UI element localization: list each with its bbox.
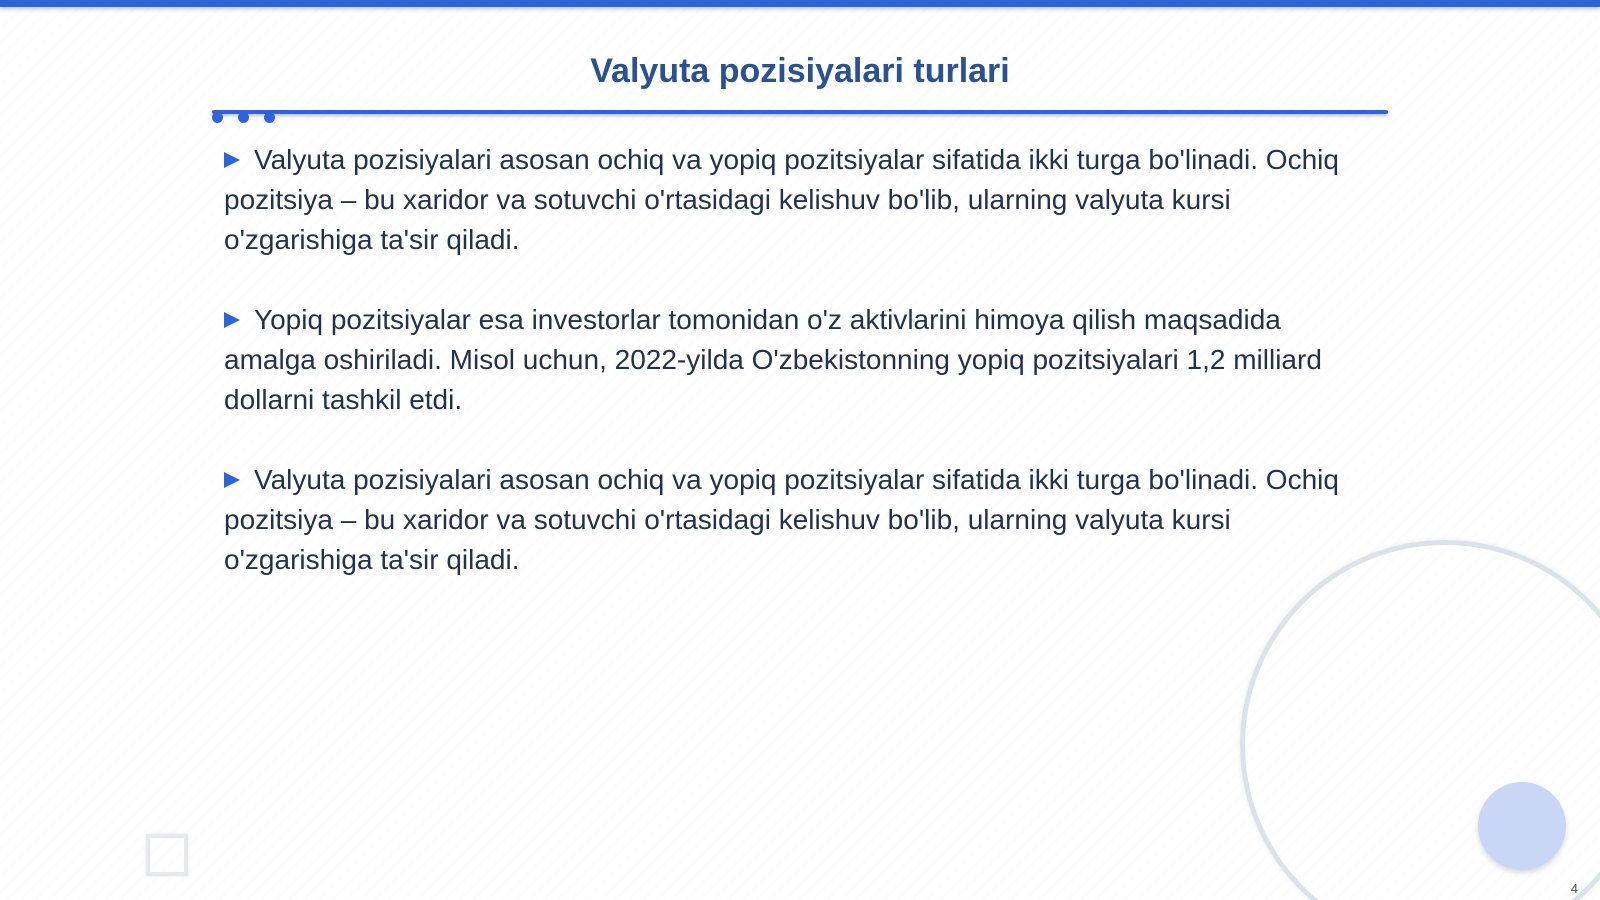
bullet-item (224, 460, 1374, 580)
bullet-item (224, 140, 1374, 260)
title-dots (212, 112, 282, 126)
bullet-list (224, 140, 1374, 620)
decorative-disc (1478, 782, 1566, 870)
slide-title: Valyuta pozisiyalari turlari (590, 52, 1010, 90)
dot-icon (264, 112, 275, 123)
title-underline (212, 110, 1388, 114)
page-number: 4 (1570, 881, 1578, 896)
triangle-bullet-icon (224, 152, 240, 168)
bullet-text: Valyuta pozisiyalari asosan ochiq va yopiq pozitsiyalar sifatida ikki turga bo'linadi. Ochiq pozitsiya – bu xaridor va sotuvchi o'rtasidagi kelishuv bo'lib, ularning valyuta kursi o'zgarishiga ta'sir qiladi. (224, 144, 1339, 255)
bullet-text: Valyuta pozisiyalari asosan ochiq va yopiq pozitsiyalar sifatida ikki turga bo'linadi. Ochiq pozitsiya – bu xaridor va sotuvchi o'rtasidagi kelishuv bo'lib, ularning valyuta kursi o'zgarishiga ta'sir qiladi. (224, 464, 1339, 575)
triangle-bullet-icon (224, 312, 240, 328)
bullet-item (224, 300, 1374, 420)
top-accent-bar (0, 0, 1600, 7)
triangle-bullet-icon (224, 472, 240, 488)
decorative-square (146, 834, 188, 876)
dot-icon (212, 112, 223, 123)
dot-icon (238, 112, 249, 123)
bullet-text: Yopiq pozitsiyalar esa investorlar tomonidan o'z aktivlarini himoya qilish maqsadida amalga oshiriladi. Misol uchun, 2022-yilda O'zbekistonning yopiq pozitsiyalari 1,2 milliard dollarni tashkil etdi. (224, 304, 1322, 415)
